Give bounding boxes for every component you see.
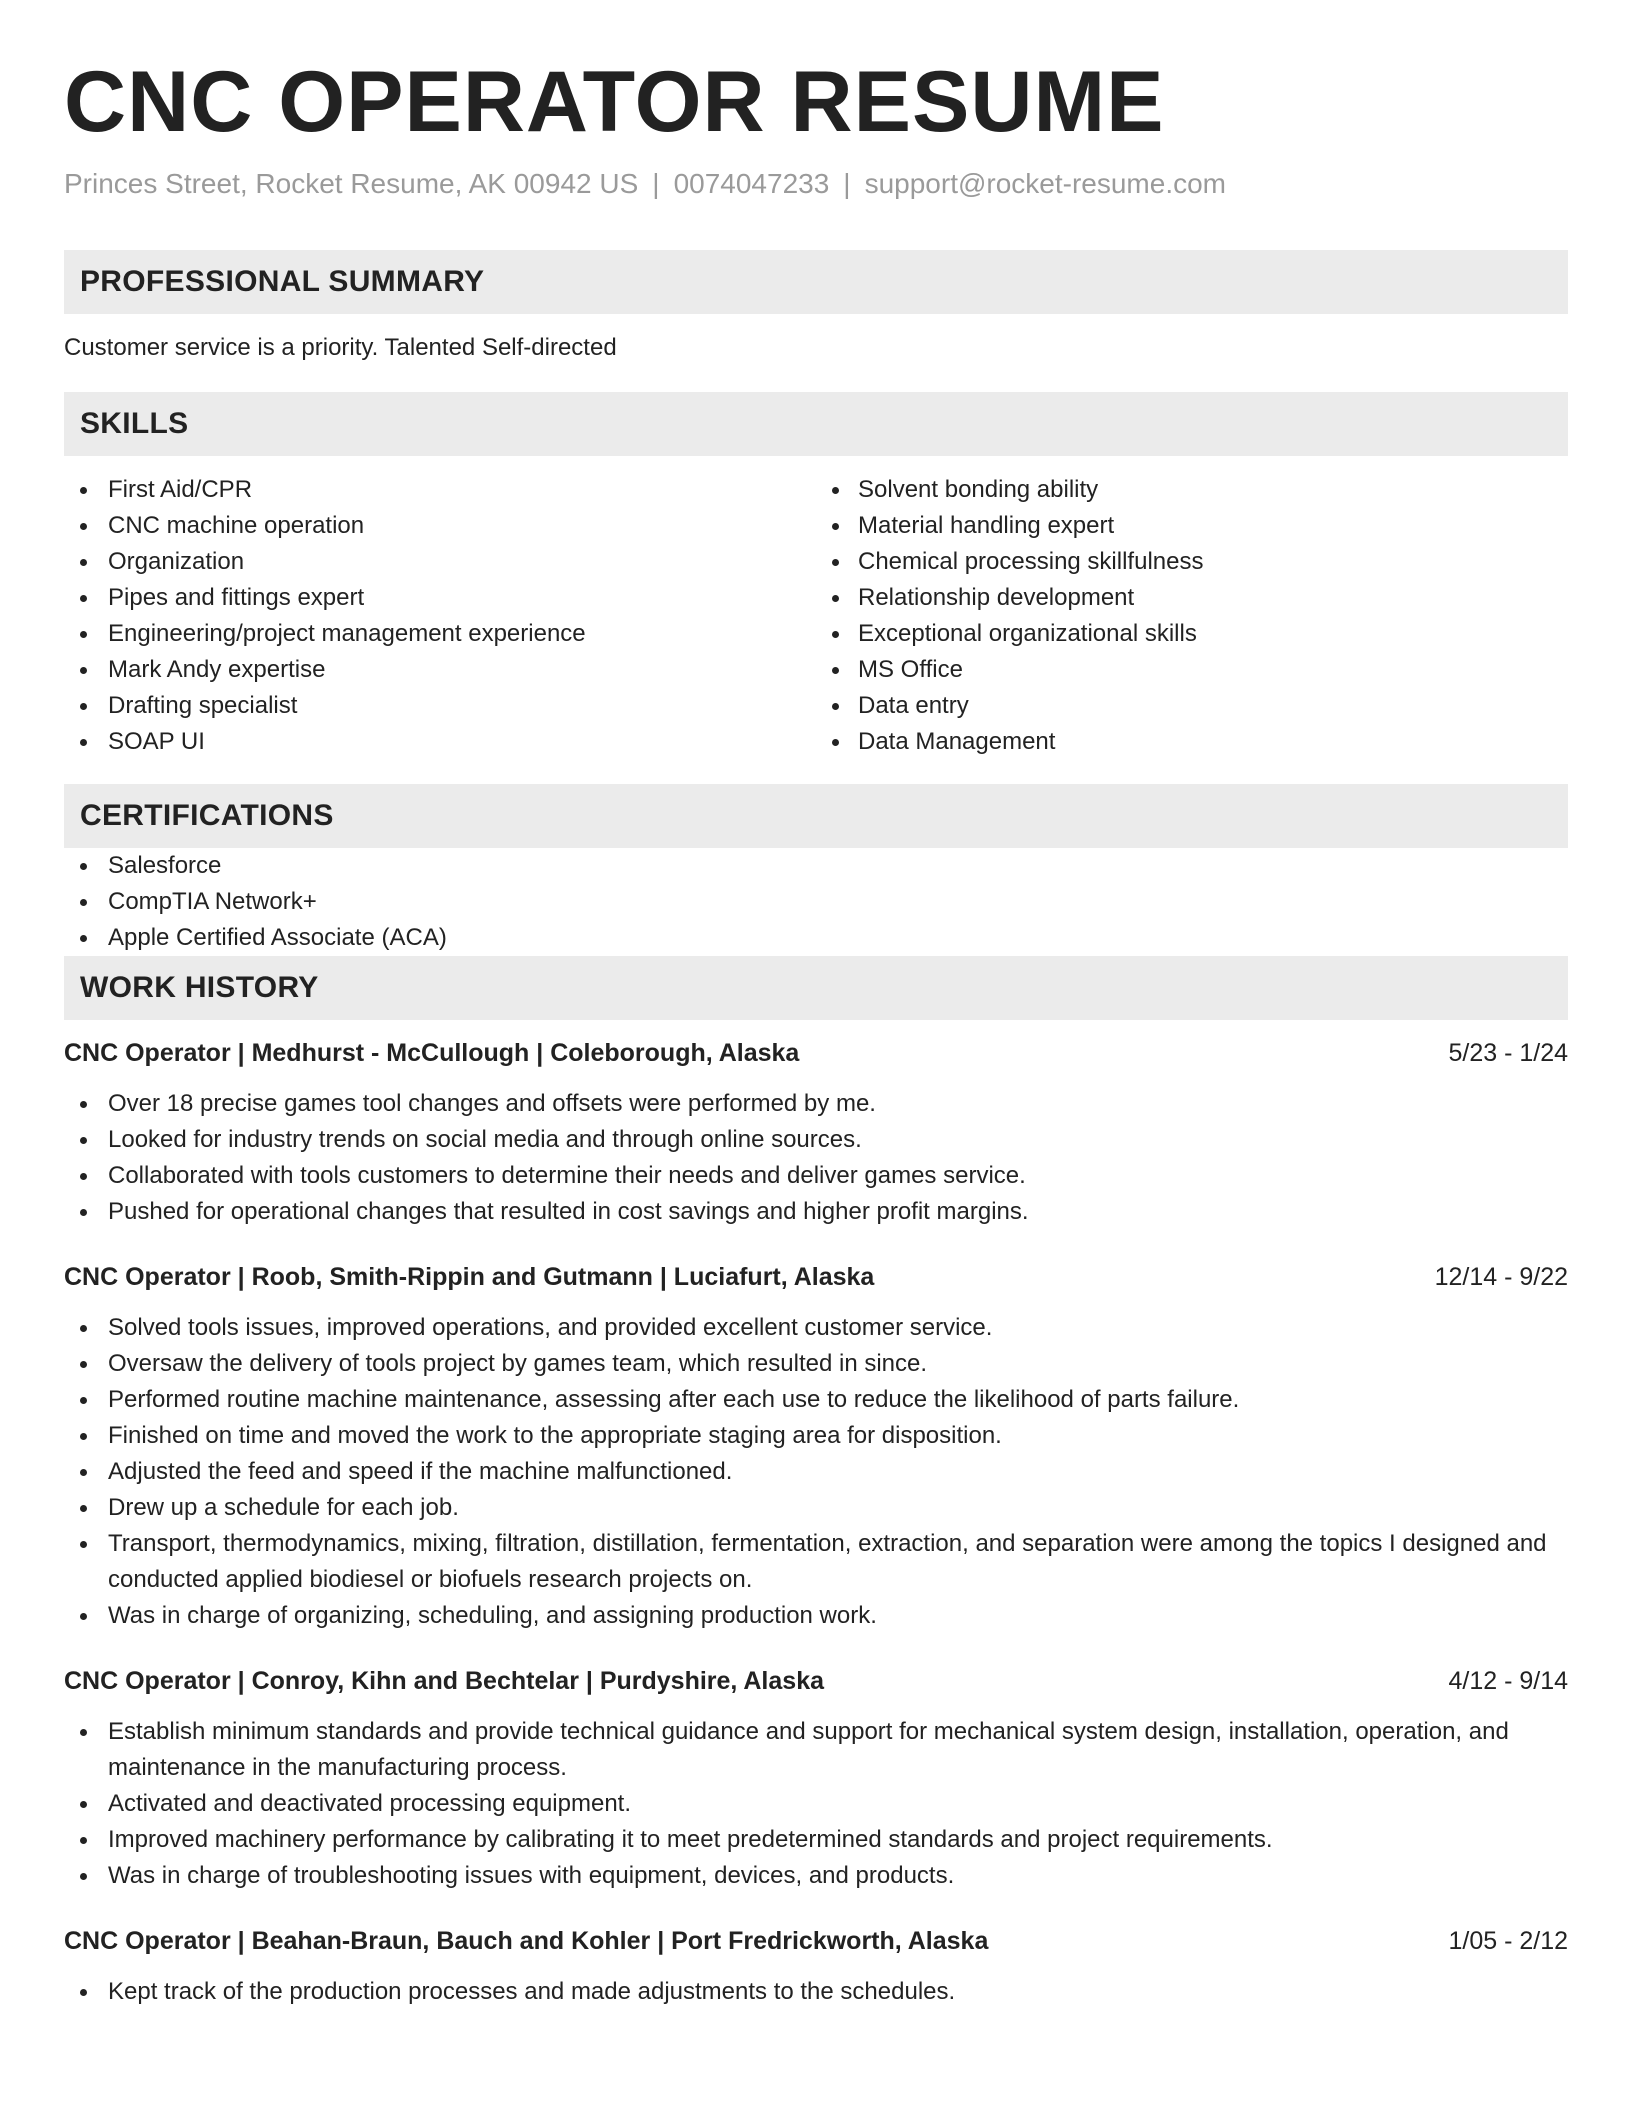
summary-text: Customer service is a priority. Talented Self-directed	[64, 334, 617, 361]
job-dates: 12/14 - 9/22	[1434, 1263, 1568, 1291]
job-bullet: Transport, thermodynamics, mixing, filtration, distillation, fermentation, extraction, and separation were among the topics I designed and conducted applied biodiesel or biofuels research projects on.	[64, 1526, 1568, 1598]
section-heading-summary: PROFESSIONAL SUMMARY	[64, 250, 1568, 314]
contact-separator: |	[652, 168, 660, 199]
job-header	[64, 1258, 1568, 1296]
skill-item: First Aid/CPR	[64, 472, 816, 508]
contact-phone: 0074047233	[673, 168, 830, 199]
skill-item: Relationship development	[816, 580, 1568, 616]
job-entry	[64, 1034, 1568, 1230]
skills-list-left	[64, 472, 816, 760]
job-bullet: Improved machinery performance by calibrating it to meet predetermined standards and project requirements.	[64, 1822, 1568, 1858]
skill-item: Pipes and fittings expert	[64, 580, 816, 616]
job-entry	[64, 1662, 1568, 1894]
job-dates: 4/12 - 9/14	[1448, 1667, 1568, 1695]
job-entry	[64, 1258, 1568, 1634]
certification-item: Salesforce	[64, 848, 1568, 884]
skills-list-right	[816, 472, 1568, 760]
job-bullets	[64, 1086, 1568, 1230]
skill-item: SOAP UI	[64, 724, 816, 760]
job-header	[64, 1922, 1568, 1960]
job-bullet: Collaborated with tools customers to determine their needs and deliver games service.	[64, 1158, 1568, 1194]
job-bullet: Kept track of the production processes and made adjustments to the schedules.	[64, 1974, 1568, 2010]
skill-item: Mark Andy expertise	[64, 652, 816, 688]
job-bullet: Looked for industry trends on social media and through online sources.	[64, 1122, 1568, 1158]
skill-item: Exceptional organizational skills	[816, 616, 1568, 652]
job-bullets	[64, 1714, 1568, 1894]
job-title: CNC Operator | Medhurst - McCullough | Coleborough, Alaska	[64, 1039, 800, 1067]
job-bullet: Oversaw the delivery of tools project by games team, which resulted in since.	[64, 1346, 1568, 1382]
skill-item: Data entry	[816, 688, 1568, 724]
skill-item: Organization	[64, 544, 816, 580]
certifications-list	[64, 848, 1568, 956]
job-dates: 1/05 - 2/12	[1448, 1927, 1568, 1955]
job-title: CNC Operator | Conroy, Kihn and Bechtelar | Purdyshire, Alaska	[64, 1667, 824, 1695]
job-bullet: Establish minimum standards and provide technical guidance and support for mechanical system design, installation, operation, and maintenance in the manufacturing process.	[64, 1714, 1568, 1786]
skill-item: CNC machine operation	[64, 508, 816, 544]
job-bullet: Activated and deactivated processing equipment.	[64, 1786, 1568, 1822]
job-bullet: Adjusted the feed and speed if the machine malfunctioned.	[64, 1454, 1568, 1490]
job-title: CNC Operator | Roob, Smith-Rippin and Gutmann | Luciafurt, Alaska	[64, 1263, 875, 1291]
contact-separator: |	[843, 168, 851, 199]
certification-item: CompTIA Network+	[64, 884, 1568, 920]
job-header	[64, 1662, 1568, 1700]
certification-item: Apple Certified Associate (ACA)	[64, 920, 1568, 956]
job-bullet: Was in charge of organizing, scheduling, and assigning production work.	[64, 1598, 1568, 1634]
job-bullet: Solved tools issues, improved operations, and provided excellent customer service.	[64, 1310, 1568, 1346]
skill-item: Engineering/project management experience	[64, 616, 816, 652]
job-bullet: Pushed for operational changes that resulted in cost savings and higher profit margins.	[64, 1194, 1568, 1230]
skills-columns	[64, 472, 1568, 760]
section-heading-work-history: WORK HISTORY	[64, 956, 1568, 1020]
job-bullet: Performed routine machine maintenance, assessing after each use to reduce the likelihood of parts failure.	[64, 1382, 1568, 1418]
job-dates: 5/23 - 1/24	[1448, 1039, 1568, 1067]
section-heading-certifications: CERTIFICATIONS	[64, 784, 1568, 848]
job-bullets	[64, 1974, 1568, 2010]
job-bullet: Was in charge of troubleshooting issues with equipment, devices, and products.	[64, 1858, 1568, 1894]
skill-item: Chemical processing skillfulness	[816, 544, 1568, 580]
contact-email[interactable]: support@rocket-resume.com	[864, 168, 1227, 199]
skill-item: Solvent bonding ability	[816, 472, 1568, 508]
contact-address: Princes Street, Rocket Resume, AK 00942 US	[64, 168, 639, 199]
skill-item: Data Management	[816, 724, 1568, 760]
resume-title: CNC OPERATOR RESUME	[64, 54, 1165, 150]
job-bullet: Finished on time and moved the work to the appropriate staging area for disposition.	[64, 1418, 1568, 1454]
job-entry	[64, 1922, 1568, 2010]
job-bullets	[64, 1310, 1568, 1634]
skill-item: MS Office	[816, 652, 1568, 688]
job-bullet: Over 18 precise games tool changes and offsets were performed by me.	[64, 1086, 1568, 1122]
skill-item: Material handling expert	[816, 508, 1568, 544]
skill-item: Drafting specialist	[64, 688, 816, 724]
job-header	[64, 1034, 1568, 1072]
job-bullet: Drew up a schedule for each job.	[64, 1490, 1568, 1526]
job-title: CNC Operator | Beahan-Braun, Bauch and Kohler | Port Fredrickworth, Alaska	[64, 1927, 989, 1955]
section-heading-skills: SKILLS	[64, 392, 1568, 456]
contact-line	[64, 164, 1568, 204]
